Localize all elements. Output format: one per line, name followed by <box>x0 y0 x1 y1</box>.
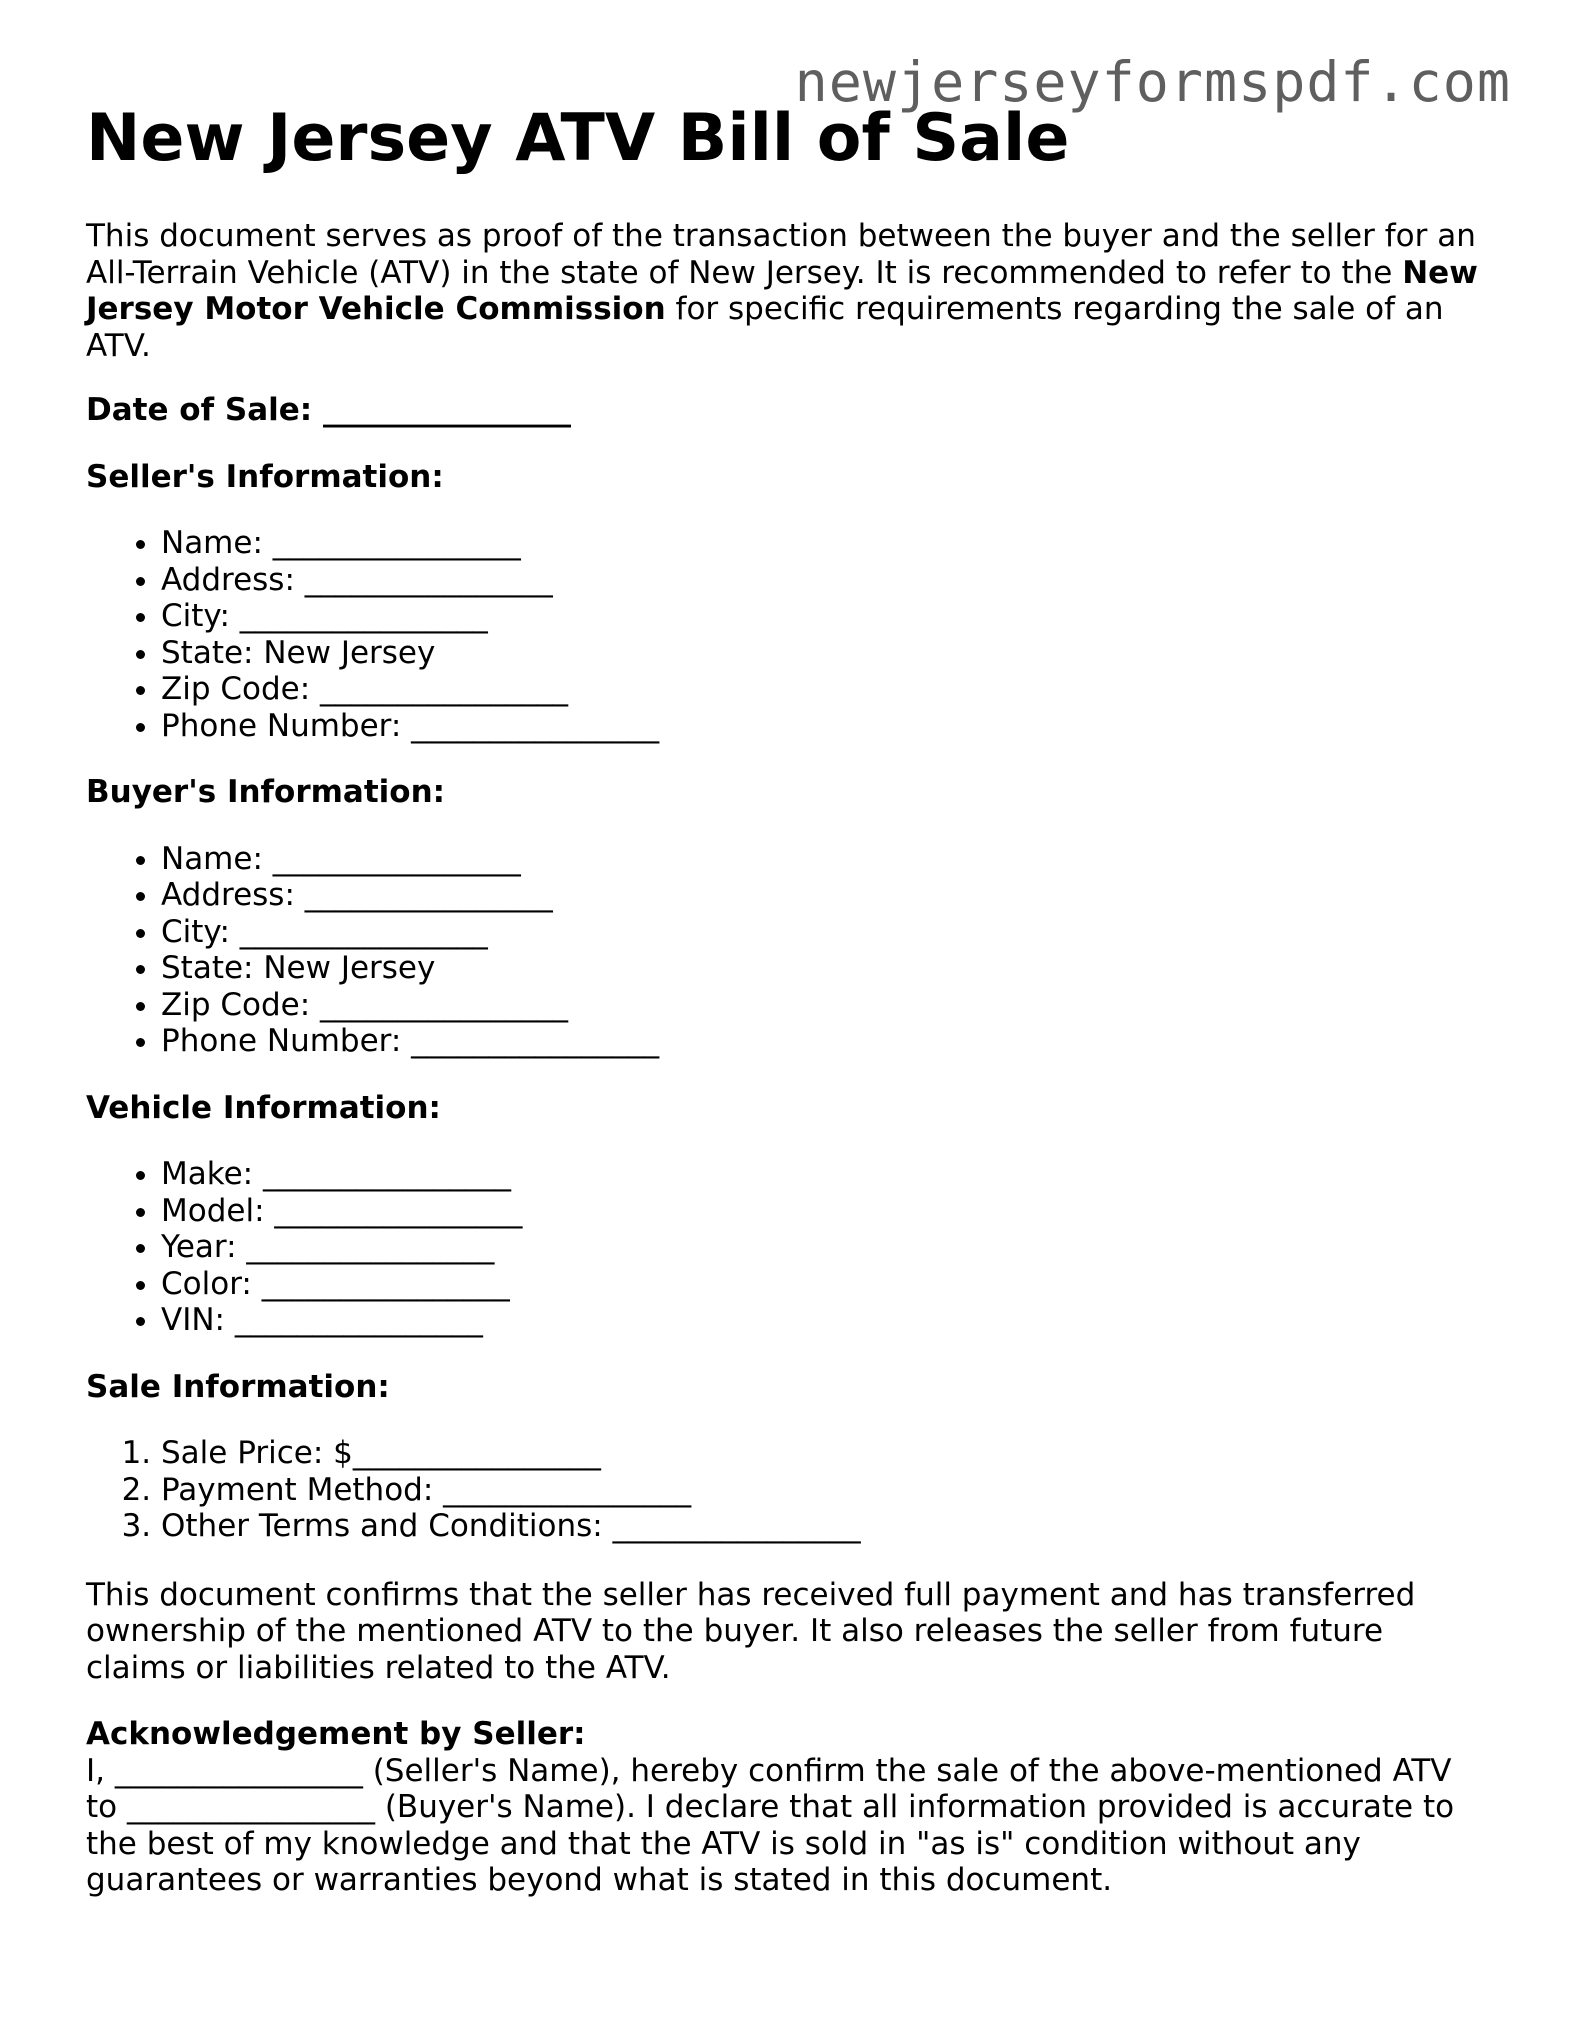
date-of-sale-field: Date of Sale: ________________ <box>86 392 571 428</box>
sale-heading: Sale Information: <box>86 1368 390 1405</box>
vehicle-heading: Vehicle Information: <box>86 1089 441 1126</box>
confirmation-paragraph: This document confirms that the seller has received full payment and has transferred ownership of the mentioned ATV to the buyer. It also releases the seller from future claims or liabilities related to the ATV. <box>86 1576 1416 1686</box>
seller-info-list <box>86 525 1486 744</box>
seller-address-field: • Address: ________________ <box>161 562 1486 599</box>
vehicle-make-field: • Make: ________________ <box>161 1156 1486 1193</box>
seller-heading: Seller's Information: <box>86 458 444 495</box>
intro-paragraph <box>86 218 1486 364</box>
payment-method-field: 2. Payment Method: ________________ <box>161 1472 1486 1509</box>
seller-phone-field: • Phone Number: ________________ <box>161 708 1486 745</box>
page-title: New Jersey ATV Bill of Sale <box>86 101 1070 176</box>
buyer-zip-field: • Zip Code: ________________ <box>161 987 1486 1024</box>
sale-price-field: 1. Sale Price: $________________ <box>161 1435 1486 1472</box>
document-page <box>86 100 1486 1899</box>
buyer-address-field: • Address: ________________ <box>161 877 1486 914</box>
seller-zip-field: • Zip Code: ________________ <box>161 671 1486 708</box>
sale-info-list <box>86 1435 1486 1545</box>
acknowledgement-heading: Acknowledgement by Seller: <box>86 1716 586 1752</box>
buyer-city-field: • City: ________________ <box>161 914 1486 951</box>
vehicle-model-field: • Model: ________________ <box>161 1193 1486 1230</box>
seller-state-field: • State: New Jersey <box>161 635 1486 672</box>
other-terms-field: 3. Other Terms and Conditions: ________________ <box>161 1508 1486 1545</box>
acknowledgement-body: I, ________________ (Seller's Name), hereby confirm the sale of the above-mentioned ATV to ________________ (Buyer's Name). I declare that all information provided is accurate to the best of my knowledge and that the ATV is sold in "as is" condition without any guarantees or warranties beyond what is stated in this document. <box>86 1752 1455 1898</box>
vehicle-info-list <box>86 1156 1486 1339</box>
intro-text-2: for specific requirements regarding the sale of an ATV. <box>86 291 1444 364</box>
buyer-state-field: • State: New Jersey <box>161 950 1486 987</box>
buyer-name-field: • Name: ________________ <box>161 841 1486 878</box>
intro-text-1: This document serves as proof of the transaction between the buyer and the seller for an All-Terrain Vehicle (ATV) in the state of New Jersey. It is recommended to refer to the <box>86 218 1476 291</box>
buyer-info-list <box>86 841 1486 1060</box>
buyer-phone-field: • Phone Number: ________________ <box>161 1023 1486 1060</box>
seller-name-field: • Name: ________________ <box>161 525 1486 562</box>
vehicle-year-field: • Year: ________________ <box>161 1229 1486 1266</box>
buyer-heading: Buyer's Information: <box>86 774 446 810</box>
intro-bold-agency: New Jersey Motor Vehicle Commission <box>86 254 1478 327</box>
vehicle-color-field: • Color: ________________ <box>161 1266 1486 1303</box>
watermark: newjerseyformspdf.com <box>794 50 1511 114</box>
seller-city-field: • City: ________________ <box>161 598 1486 635</box>
vehicle-vin-field: • VIN: ________________ <box>161 1302 1486 1339</box>
